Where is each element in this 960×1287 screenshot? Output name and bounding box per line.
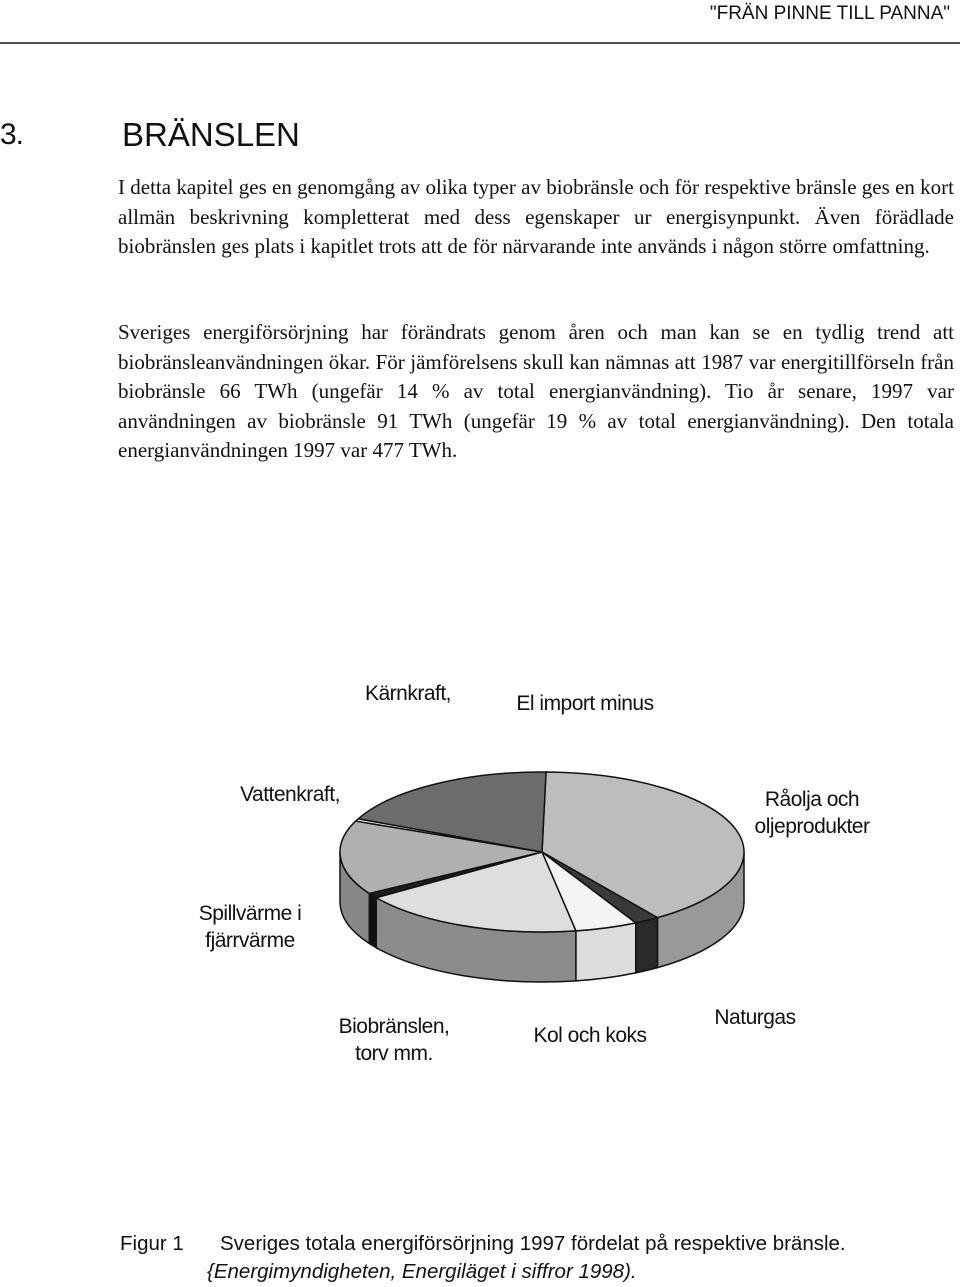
pie-label-line: fjärrvärme <box>205 929 295 952</box>
pie-tops <box>340 772 744 932</box>
pie-label-line: Biobränslen, <box>338 1015 450 1038</box>
pie-label-kol-och-koks <box>533 1024 646 1047</box>
header-rule <box>0 42 960 44</box>
pie-label-biobränslen-torv-mm <box>339 1015 450 1065</box>
chapter-number: 3. <box>0 118 24 151</box>
pie-label-line: oljeprodukter <box>754 815 870 838</box>
figure-caption-text: Sveriges totala energiförsörjning 1997 fördelat på respektive bränsle. <box>220 1232 846 1255</box>
pie-label-line: Råolja och <box>764 788 860 811</box>
energy-paragraph: Sveriges energiförsörjning har förändrats genom åren och man kan se en tydlig trend att biobränsleanvändningen ökar. För jämförelsens skull kan nämnas att 1987 var energitillförseln från biobränsle 66 TWh (ungefär 14 % av total energianvändning). Tio år senare, 1997 var användningen av biobränsle 91 TWh (ungefär 19 % av total energianvändning). Den totala energianvändningen 1997 var 477 TWh. <box>118 320 954 462</box>
chapter-title: BRÄNSLEN <box>122 116 300 153</box>
pie-label-vattenkraft <box>240 783 340 806</box>
figure-number: Figur 1 <box>120 1232 184 1255</box>
figure-caption <box>120 1232 846 1256</box>
pie-label-line: Naturgas <box>714 1006 796 1029</box>
figure-source: {Energimyndigheten, Energiläget i siffror 1998). <box>207 1260 637 1283</box>
pie-side-naturgas <box>636 918 658 973</box>
pie-label-line: Kol och koks <box>533 1024 647 1047</box>
pie-label-line: Kärnkraft, <box>364 682 452 705</box>
pie-label-el-import-minus <box>516 692 653 715</box>
pie-side-spillvärme-i-fjärrvärme <box>369 894 376 948</box>
pie-label-line: Vattenkraft, <box>240 783 340 806</box>
pie-side-kol-och-koks <box>576 923 636 981</box>
pie-label-kärnkraft <box>365 682 451 705</box>
pie-label-line: torv mm. <box>355 1042 433 1065</box>
pie-label-line: Spillvärme i <box>198 902 302 925</box>
pie-label-råolja-och-oljeprodukter <box>755 788 870 838</box>
intro-paragraph: I detta kapitel ges en genomgång av olika typer av biobränsle och för respektive bränsle ges en kort allmän beskrivning kompletterat med dess egenskaper ur energisynpunkt. Även förädlade biobränslen ges plats i kapitlet trots att de för närvarande inte används i någon större omfattning. <box>118 175 954 258</box>
pie-label-spillvärme-i-fjärrvärme <box>199 902 302 952</box>
running-header: "FRÄN PINNE TILL PANNA" <box>709 3 950 24</box>
pie-label-line: El import minus <box>516 692 654 715</box>
energy-pie-chart <box>0 640 960 1100</box>
pie-label-naturgas <box>714 1006 795 1029</box>
